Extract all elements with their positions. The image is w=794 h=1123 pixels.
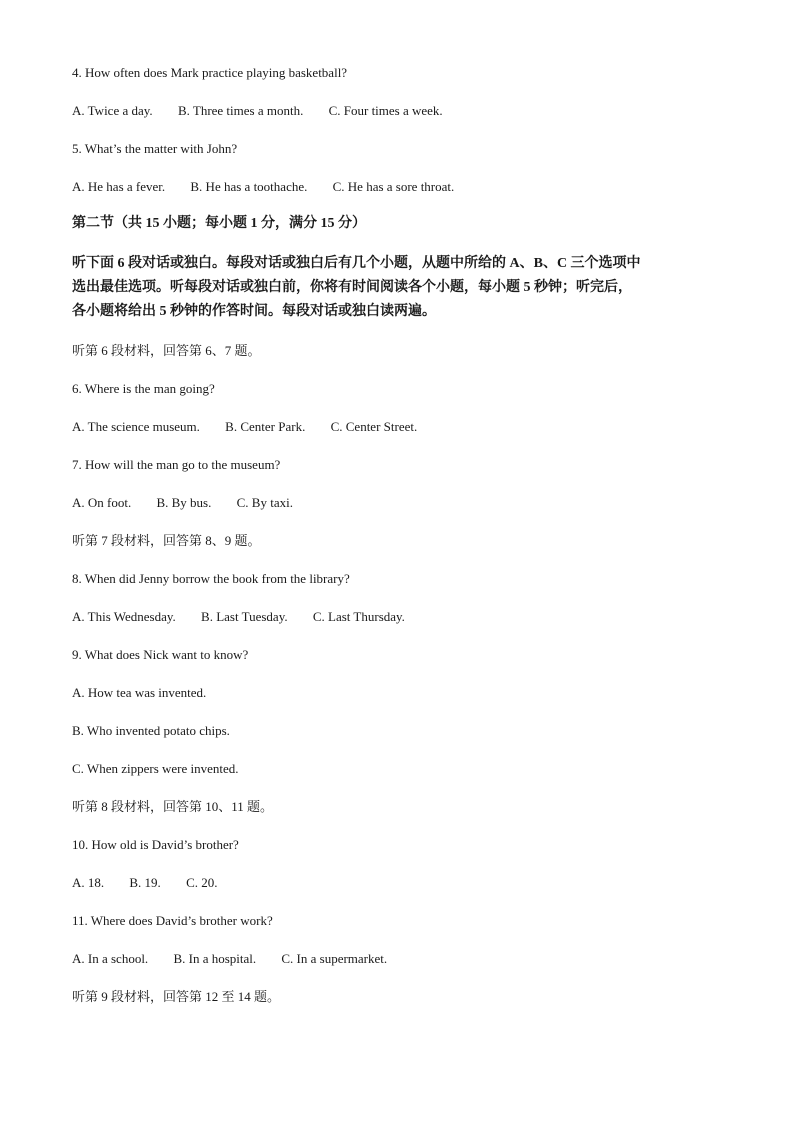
section-2-heading: 第二节（共 15 小题；每小题 1 分，满分 15 分） bbox=[72, 216, 366, 231]
question-11: 11. Where does David’s brother work? bbox=[72, 913, 273, 928]
instruction-line: 选出最佳选项。听每段对话或独白前，你将有时间阅读各个小题，每小题 5 秒钟；听完后， bbox=[72, 280, 632, 295]
question-10-options bbox=[72, 875, 217, 891]
group-6-label: 听第 6 段材料，回答第 6、7 题。 bbox=[72, 343, 261, 358]
question-10: 10. How old is David’s brother? bbox=[72, 837, 239, 852]
group-8-label: 听第 8 段材料，回答第 10、11 题。 bbox=[72, 799, 274, 814]
question-6: 6. Where is the man going? bbox=[72, 381, 215, 396]
question-8-options bbox=[72, 609, 405, 625]
option-a: A. He has a fever. bbox=[72, 179, 166, 194]
question-9-option-a: A. How tea was invented. bbox=[72, 685, 207, 700]
question-9: 9. What does Nick want to know? bbox=[72, 647, 249, 662]
question-11-options bbox=[72, 951, 387, 967]
instruction-line: 各小题将给出 5 秒钟的作答时间。每段对话或独白读两遍。 bbox=[72, 304, 436, 319]
option-a: A. Twice a day. bbox=[72, 103, 153, 118]
section-2-instructions bbox=[72, 252, 728, 324]
option-c: C. By taxi. bbox=[236, 495, 293, 510]
instruction-line: 听下面 6 段对话或独白。每段对话或独白后有几个小题，从题中所给的 A、B、C 三个选项中 bbox=[72, 256, 641, 271]
option-c: C. Center Street. bbox=[330, 419, 418, 434]
question-7: 7. How will the man go to the museum? bbox=[72, 457, 281, 472]
group-9-label: 听第 9 段材料，回答第 12 至 14 题。 bbox=[72, 989, 281, 1004]
group-7-label: 听第 7 段材料，回答第 8、9 题。 bbox=[72, 533, 261, 548]
question-9-option-c: C. When zippers were invented. bbox=[72, 761, 239, 776]
question-9-option-b: B. Who invented potato chips. bbox=[72, 723, 230, 738]
option-b: B. In a hospital. bbox=[173, 951, 257, 966]
question-7-options bbox=[72, 495, 293, 511]
option-b: B. 19. bbox=[129, 875, 161, 890]
question-8: 8. When did Jenny borrow the book from the library? bbox=[72, 571, 350, 586]
option-c: C. He has a sore throat. bbox=[332, 179, 455, 194]
option-a: A. In a school. bbox=[72, 951, 149, 966]
option-b: B. Three times a month. bbox=[177, 103, 304, 118]
option-c: C. Last Thursday. bbox=[312, 609, 405, 624]
question-4: 4. How often does Mark practice playing basketball? bbox=[72, 65, 348, 80]
option-a: A. This Wednesday. bbox=[72, 609, 176, 624]
question-5: 5. What’s the matter with John? bbox=[72, 141, 238, 156]
option-c: C. In a supermarket. bbox=[281, 951, 388, 966]
option-c: C. Four times a week. bbox=[328, 103, 443, 118]
option-b: B. He has a toothache. bbox=[190, 179, 308, 194]
option-b: B. Center Park. bbox=[225, 419, 306, 434]
option-a: A. 18. bbox=[72, 875, 105, 890]
option-c: C. 20. bbox=[186, 875, 218, 890]
option-a: A. On foot. bbox=[72, 495, 132, 510]
question-6-options bbox=[72, 419, 417, 435]
option-b: B. Last Tuesday. bbox=[201, 609, 288, 624]
option-a: A. The science museum. bbox=[72, 419, 200, 434]
question-4-options bbox=[72, 103, 443, 119]
option-b: B. By bus. bbox=[156, 495, 212, 510]
question-5-options bbox=[72, 179, 454, 195]
